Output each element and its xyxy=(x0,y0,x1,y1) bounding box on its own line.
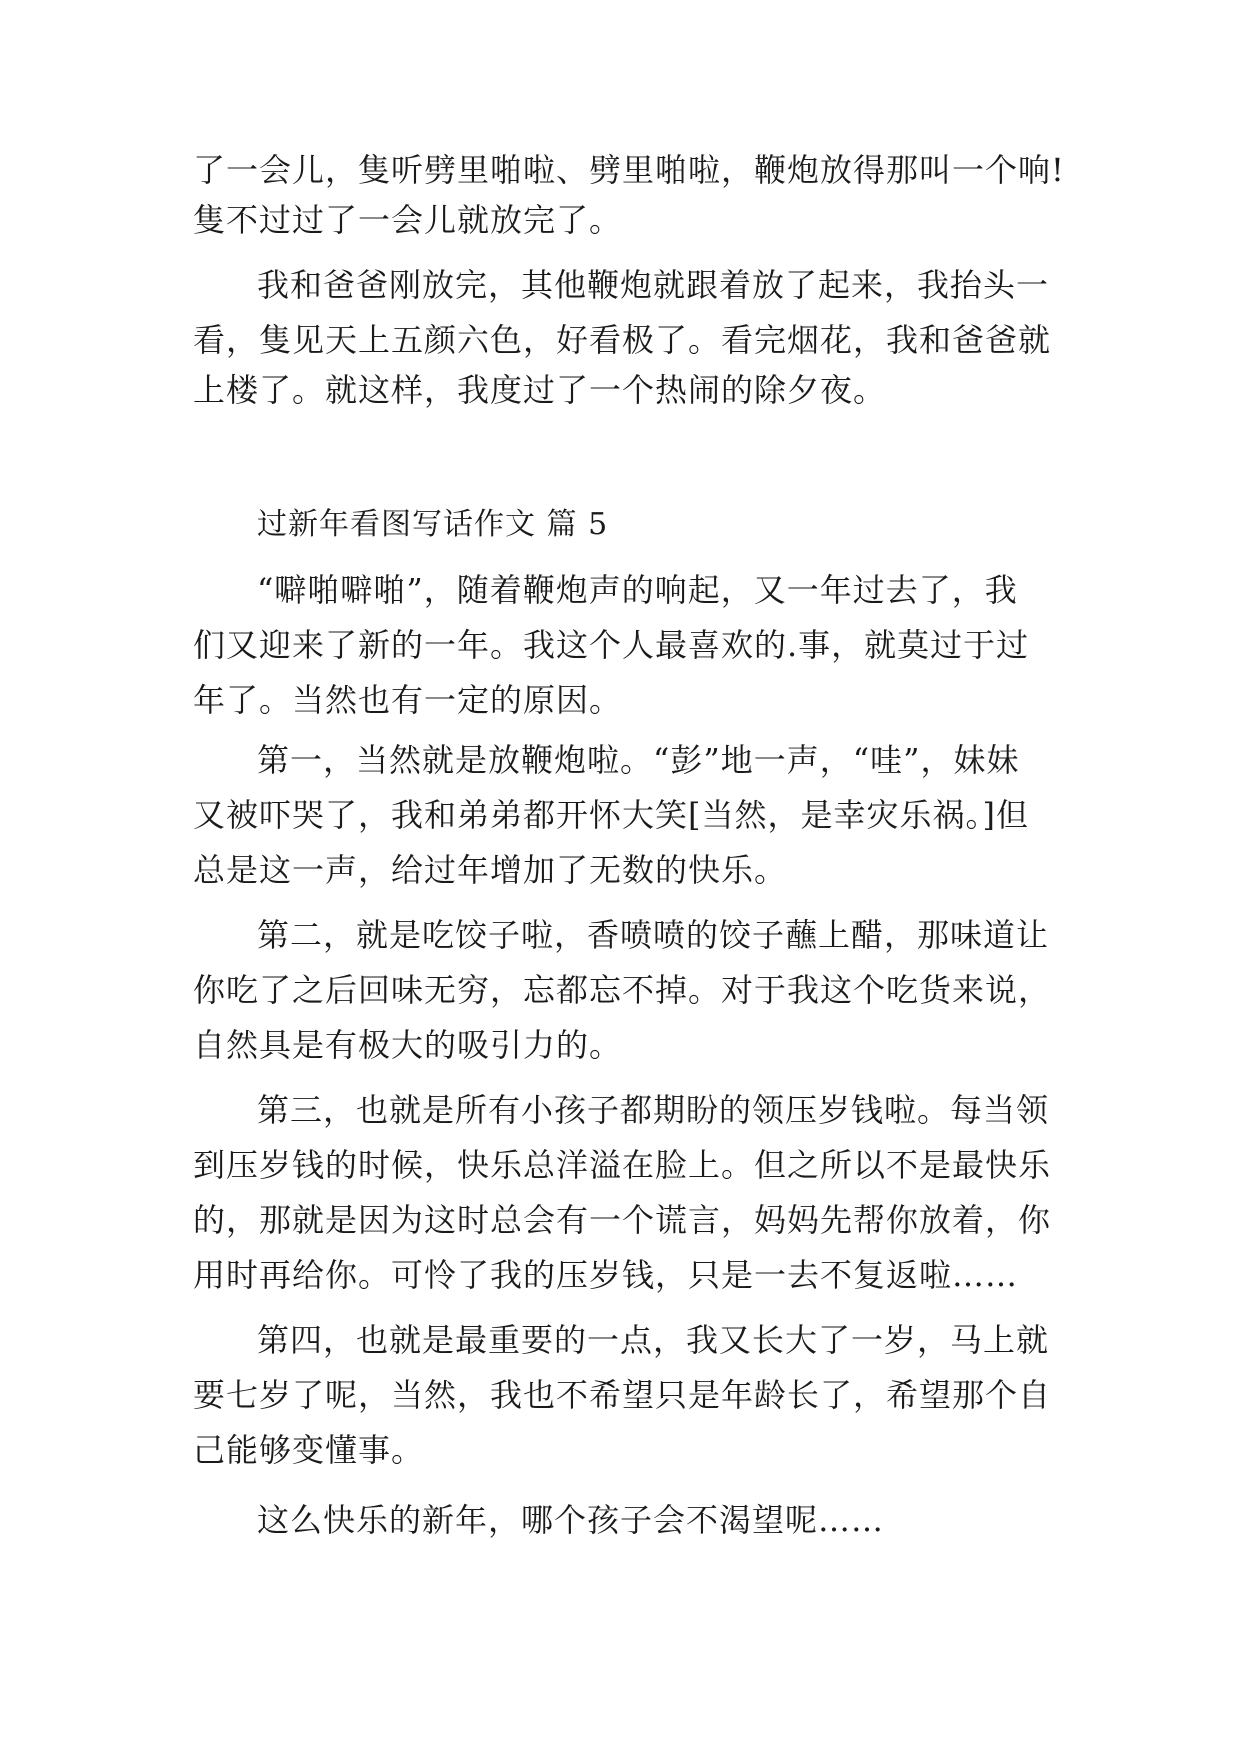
text-line: 隻不过过了一会儿就放完了。 xyxy=(193,201,623,239)
text-line: 年了。当然也有一定的原因。 xyxy=(193,681,623,719)
text-line: 又被吓哭了，我和弟弟都开怀大笑[当然，是幸灾乐祸。]但 xyxy=(193,796,1029,834)
text-line: 第三，也就是所有小孩子都期盼的领压岁钱啦。每当领 xyxy=(257,1091,1050,1129)
section-heading: 过新年看图写话作文 篇 5 xyxy=(257,507,609,542)
text-line: 自然具是有极大的吸引力的。 xyxy=(193,1026,623,1064)
text-line: 你吃了之后回味无穷，忘都忘不掉。对于我这个吃货来说， xyxy=(193,971,1052,1009)
text-line: 们又迎来了新的一年。我这个人最喜欢的.事，就莫过于过 xyxy=(193,626,1030,664)
text-line: “噼啪噼啪”，随着鞭炮声的响起，又一年过去了，我 xyxy=(257,571,1018,609)
text-line: 己能够变懂事。 xyxy=(193,1431,425,1469)
text-line: 我和爸爸刚放完，其他鞭炮就跟着放了起来，我抬头一 xyxy=(257,266,1050,304)
text-line: 第四，也就是最重要的一点，我又长大了一岁，马上就 xyxy=(257,1321,1050,1359)
text-line: 用时再给你。可怜了我的压岁钱，只是一去不复返啦…… xyxy=(193,1256,1019,1294)
text-line: 了一会儿，隻听劈里啪啦、劈里啪啦，鞭炮放得那叫一个响! xyxy=(193,151,1065,189)
text-line: 上楼了。就这样，我度过了一个热闹的除夕夜。 xyxy=(193,371,887,409)
text-line: 这么快乐的新年，哪个孩子会不渴望呢…… xyxy=(257,1501,885,1539)
text-line: 要七岁了呢，当然，我也不希望只是年龄长了，希望那个自 xyxy=(193,1376,1052,1414)
text-line: 看，隻见天上五颜六色，好看极了。看完烟花，我和爸爸就 xyxy=(193,321,1052,359)
text-line: 第一，当然就是放鞭炮啦。“彭”地一声，“哇”，妹妹 xyxy=(257,741,1020,779)
text-line: 的，那就是因为这时总会有一个谎言，妈妈先帮你放着，你 xyxy=(193,1201,1052,1239)
text-line: 总是这一声，给过年增加了无数的快乐。 xyxy=(193,851,788,889)
text-line: 第二，就是吃饺子啦，香喷喷的饺子蘸上醋，那味道让 xyxy=(257,916,1050,954)
text-line: 到压岁钱的时候，快乐总洋溢在脸上。但之所以不是最快乐 xyxy=(193,1146,1052,1184)
